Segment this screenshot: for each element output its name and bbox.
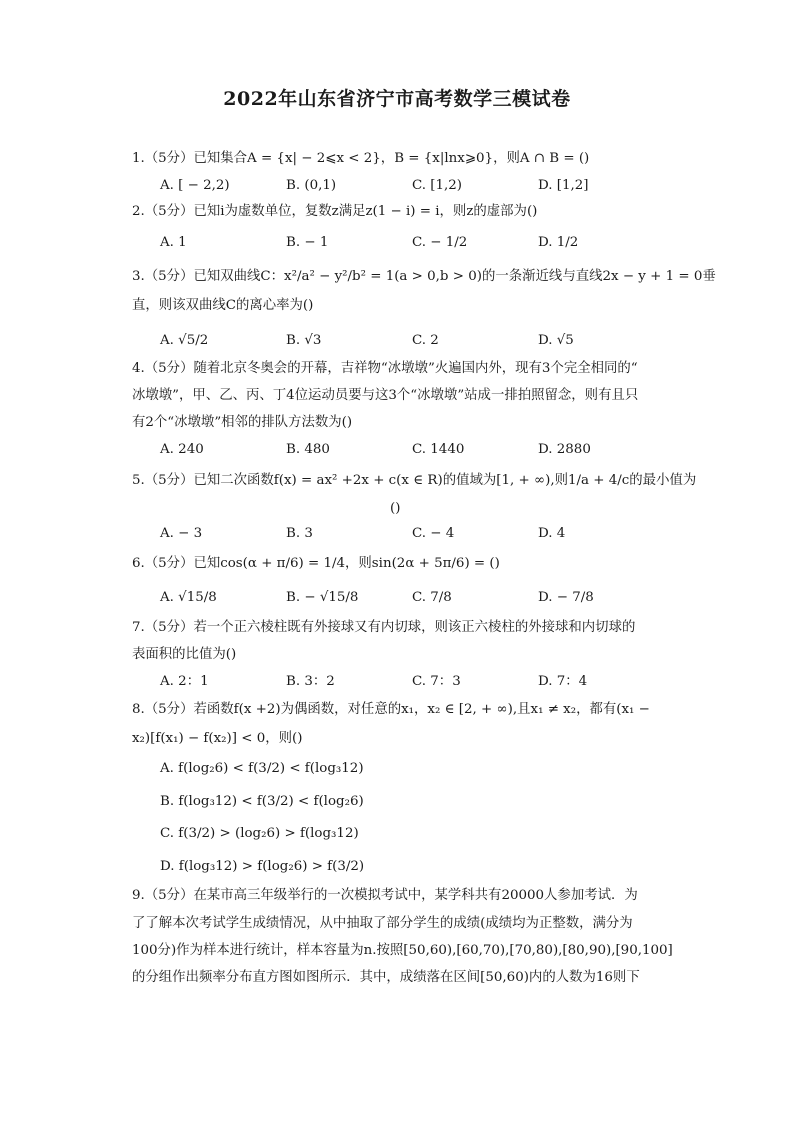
q8-option-b: B. f(log₃12) < f(3/2) < f(log₂6) [160, 794, 364, 809]
question-8-line-1: 8.（5分）若函数f(x +2)为偶函数，对任意的x₁，x₂ ∈ [2, + ∞),且x₁ ≠ x₂，都有(x₁ − [132, 702, 650, 717]
q6-option-a: A. √15/8 [160, 590, 217, 605]
question-4-line-3: 有2个“冰墩墩”相邻的排队方法数为() [132, 415, 353, 430]
q1-option-c: C. [1,2) [412, 178, 463, 193]
q5-option-d: D. 4 [538, 526, 566, 541]
q6-option-d: D. − 7/8 [538, 590, 594, 605]
q4-option-d: D. 2880 [538, 442, 591, 457]
q3-option-d: D. √5 [538, 333, 574, 348]
q6-option-b: B. − √15/8 [286, 590, 359, 605]
question-5-line-1: 5.（5分）已知二次函数f(x) = ax² +2x + c(x ∈ R)的值域为[1, + ∞),则1/a + 4/c的最小值为 [132, 473, 697, 488]
q6-option-c: C. 7/8 [412, 590, 452, 605]
q3-option-a: A. √5/2 [160, 333, 209, 348]
q7-option-c: C. 7：3 [412, 674, 461, 689]
q4-option-c: C. 1440 [412, 442, 465, 457]
question-6-line-1: 6.（5分）已知cos(α + π/6) = 1/4，则sin(2α + 5π/6) = () [132, 556, 500, 571]
q7-option-d: D. 7：4 [538, 674, 588, 689]
question-4-line-2: 冰墩墩”，甲、乙、丙、丁4位运动员要与这3个“冰墩墩”站成一排拍照留念，则有且只 [132, 388, 639, 403]
q2-option-a: A. 1 [160, 235, 187, 250]
q3-option-b: B. √3 [286, 333, 322, 348]
q2-option-c: C. − 1/2 [412, 235, 468, 250]
q5-option-c: C. − 4 [412, 526, 455, 541]
q1-option-b: B. (0,1) [286, 178, 337, 193]
q1-option-a: A. [ − 2,2) [160, 178, 230, 193]
question-3-line-2: 直，则该双曲线C的离心率为() [132, 298, 314, 313]
q2-option-b: B. − 1 [286, 235, 329, 250]
question-7-line-1: 7.（5分）若一个正六棱柱既有外接球又有内切球，则该正六棱柱的外接球和内切球的 [132, 620, 636, 635]
q2-option-d: D. 1/2 [538, 235, 579, 250]
q5-option-b: B. 3 [286, 526, 313, 541]
question-1-line-1: 1.（5分）已知集合A = {x| − 2⩽x < 2}，B = {x|lnx⩾0}，则A ∩ B = () [132, 151, 590, 166]
page-title: 2022年山东省济宁市高考数学三模试卷 [223, 88, 571, 110]
question-9-line-4: 的分组作出频率分布直方图如图所示．其中，成绩落在区间[50,60)内的人数为16则下 [132, 970, 640, 985]
question-8-line-2: x₂)[f(x₁) − f(x₂)] < 0，则() [132, 731, 303, 746]
question-2-line-1: 2.（5分）已知i为虚数单位，复数z满足z(1 − i) = i，则z的虚部为() [132, 204, 538, 219]
q4-option-b: B. 480 [286, 442, 330, 457]
q7-option-a: A. 2：1 [160, 674, 209, 689]
question-3-line-1: 3.（5分）已知双曲线C：x²/a² − y²/b² = 1(a > 0,b > 0)的一条渐近线与直线2x − y + 1 = 0垂 [132, 269, 716, 284]
q7-option-b: B. 3：2 [286, 674, 335, 689]
q8-option-a: A. f(log₂6) < f(3/2) < f(log₃12) [160, 761, 364, 776]
question-4-line-1: 4.（5分）随着北京冬奥会的开幕，吉祥物“冰墩墩”火遍国内外，现有3个完全相同的“ [132, 361, 638, 376]
q4-option-a: A. 240 [160, 442, 204, 457]
question-9-line-2: 了了解本次考试学生成绩情况，从中抽取了部分学生的成绩(成绩均为正整数，满分为 [132, 916, 633, 931]
question-9-line-3: 100分)作为样本进行统计，样本容量为n.按照[50,60),[60,70),[70,80),[80,90),[90,100] [132, 943, 673, 958]
question-7-line-2: 表面积的比值为() [132, 647, 237, 662]
q8-option-c: C. f(3/2) > (log₂6) > f(log₃12) [160, 826, 359, 841]
q1-option-d: D. [1,2] [538, 178, 589, 193]
q3-option-c: C. 2 [412, 333, 439, 348]
q8-option-d: D. f(log₃12) > f(log₂6) > f(3/2) [160, 859, 365, 874]
question-5-line-2: () [390, 501, 401, 516]
q5-option-a: A. − 3 [160, 526, 203, 541]
question-9-line-1: 9.（5分）在某市高三年级举行的一次模拟考试中，某学科共有20000人参加考试．为 [132, 888, 638, 903]
